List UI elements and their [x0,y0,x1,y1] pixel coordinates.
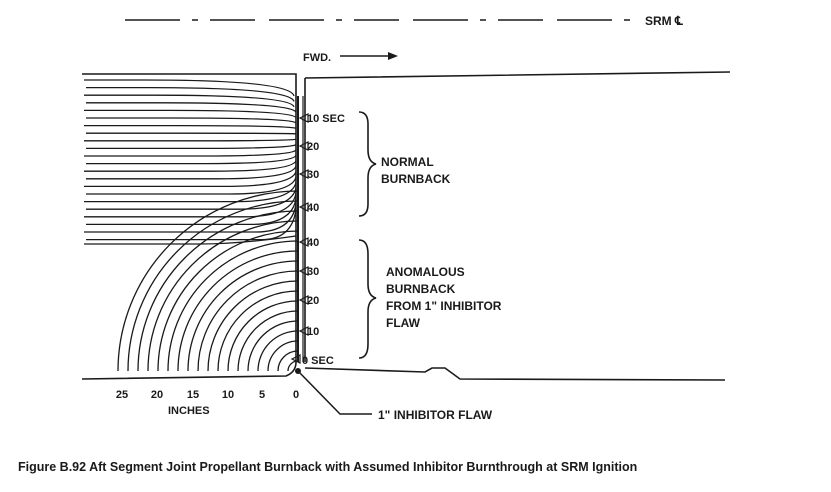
normal-contour-line [84,110,296,117]
normal-label-line-1: NORMAL [381,155,434,169]
anomalous-contour-arc [218,291,298,371]
axis-tick-label: 10 [221,389,235,401]
anomalous-brace [359,240,376,358]
normal-time-marks [300,113,345,214]
inch-axis [116,389,299,417]
axis-unit-label: INCHES [168,405,210,417]
time-label: 0 SEC [302,355,334,367]
axis-tick-label: 0 [292,389,300,401]
anomalous-label-line-3: FROM 1" INHIBITOR [386,299,502,313]
axis-tick-label: 15 [186,389,200,401]
axis-tick-label: 5 [258,389,266,401]
axis-tick-label: 25 [115,389,129,401]
normal-contour-line [86,133,296,134]
centerline-label: SRM ℄ [645,14,683,28]
anomalous-contour-arc [188,261,298,371]
anomalous-contour-arc [168,241,298,371]
anomalous-burnback-contours [118,191,298,371]
anomalous-label-line-2: BURNBACK [386,282,456,296]
anomalous-contour-arc [138,211,298,371]
time-label: 40 [307,237,320,249]
time-label: 20 [307,295,320,307]
flaw-leader-line [298,371,372,414]
anomalous-contour-arc [268,341,298,371]
normal-contour-line [84,139,296,141]
aft-case-line [305,368,725,380]
normal-contour-line [84,150,296,156]
normal-contour-line [86,88,294,102]
normal-contour-line [86,177,296,194]
forward-label: FWD. [303,52,332,64]
normal-contour-line [86,145,296,149]
time-label: 30 [307,169,320,181]
anomalous-contour-arc [208,281,298,371]
flaw-label: 1" INHIBITOR FLAW [378,408,493,422]
normal-label-line-2: BURNBACK [381,172,451,186]
time-label: 30 [307,266,320,278]
anomalous-label-line-1: ANOMALOUS [386,265,465,279]
time-label: 10 [307,326,320,338]
normal-contour-line [86,199,296,225]
time-label: 10 SEC [307,113,345,125]
time-label: 20 [307,141,320,153]
time-label: 40 [307,202,320,214]
normal-contour-line [86,118,296,123]
anomalous-contour-arc [178,251,298,371]
normal-contour-line [86,166,296,179]
normal-contour-line [84,126,296,129]
anomalous-contour-arc [118,191,298,371]
forward-arrowhead [388,52,398,60]
anomalous-label-line-4: FLAW [386,316,420,330]
axis-tick-label: 20 [150,389,164,401]
figure-caption: Figure B.92 Aft Segment Joint Propellant Burnback with Assumed Inhibitor Burnthrough at SRM Ignition [18,460,638,474]
normal-brace [359,112,376,216]
normal-contour-line [86,188,296,209]
normal-burnback-contours [84,80,296,244]
anomalous-contour-arc [258,331,298,371]
anomalous-contour-arc [238,311,298,371]
